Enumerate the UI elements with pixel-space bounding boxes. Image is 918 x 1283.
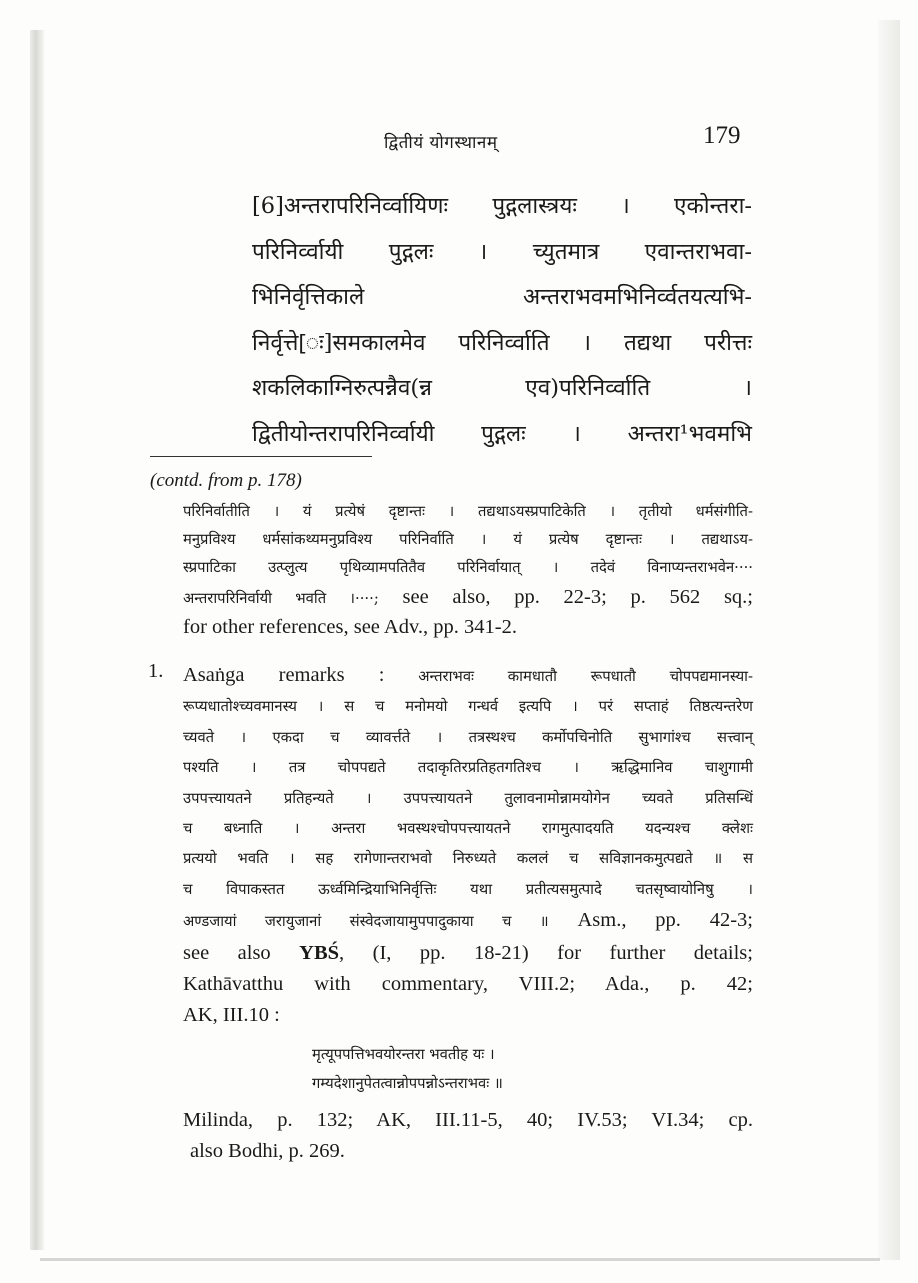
footnote-line: च बध्नाति । अन्तरा भवस्थश्चोपपत्त्यायतने रागमुत्पादयति यदन्यश्च क्लेशः [183, 820, 753, 838]
footnote-number: 1. [148, 660, 164, 682]
verse-line: गम्यदेशानुपेतत्वान्नोपपन्नोऽन्तराभवः ॥ [312, 1074, 503, 1092]
main-text-line: भिनिर्वृत्तिकाले अन्तराभवमभिनिर्व्वतयत्यभि- [252, 284, 752, 310]
footnote-line: for other references, see Adv., pp. 341-2. [183, 615, 517, 638]
continued-label: (contd. from p. 178) [150, 470, 302, 491]
footnote-line: परिनिर्वातीति । यं प्रत्येषं दृष्टान्तः । तद्यथाऽयस्प्रपाटिकेति । तृतीयो धर्मसंगीति- [183, 503, 753, 520]
reference-line: also Bodhi, p. 269. [190, 1140, 345, 1162]
main-text-line: निर्वृत्ते[ः]समकालमेव परिनिर्व्वाति । तद्यथा परीत्तः [252, 329, 752, 356]
footnote-line: प्रत्ययो भवति । सह रागेणान्तराभवो निरुध्यते कललं च सविज्ञानकमुत्पद्यते ॥ स [183, 850, 753, 868]
footnote-devanagari: अन्तरापरिनिर्वायी भवति ।····; [183, 589, 379, 607]
continued-footnote [183, 498, 753, 641]
scan-shadow-left [30, 30, 44, 1250]
footnote-line: AK, III.10 : [183, 1003, 280, 1026]
footnote-line [183, 905, 753, 937]
ybs-abbreviation: YBŚ [299, 941, 340, 964]
footnote-english: see also, pp. 22-3; p. 562 sq.; [378, 585, 753, 608]
footnote-line: Kathāvatthu with commentary, VIII.2; Ada., p. 42; [183, 972, 753, 995]
main-text-line: द्वितीयोन्तरापरिनिर्व्वायी पुद्गलः । अन्तरा¹भवमभि [252, 420, 752, 447]
verse-line: मृत्यूपपत्तिभवयोरन्तरा भवतीह यः । [312, 1046, 495, 1063]
verse-quotation [312, 1041, 503, 1098]
footnote-line: पश्यति । तत्र चोपपद्यते तदाकृतिरप्रतिहतगतिश्च । ऋद्धिमानिव चाशुगामी [183, 759, 753, 777]
footnote-rule [150, 456, 372, 457]
footnote-line: स्प्रपाटिका उत्प्लुत्य पृथिव्यामपतितैव परिनिर्वायात् । तदेवं विनाप्यन्तराभवेन···· [183, 559, 753, 577]
main-text-line: शकलिकाग्निरुत्पन्नैव(न्न एव)परिनिर्व्वाति । [252, 375, 752, 401]
footnote-intro: Asaṅga remarks : [183, 664, 385, 686]
running-head: द्वितीयं योगस्थानम् [384, 133, 498, 153]
closing-references [183, 1105, 753, 1167]
footnote-line [183, 938, 753, 969]
scan-shadow-right [878, 20, 900, 1260]
main-sanskrit-text [252, 184, 752, 457]
see-also-prefix: see also [183, 941, 300, 964]
footnote-line: च विपाकस्तत ऊर्ध्वमिन्द्रियाभिनिर्वृत्तिः यथा प्रतीत्यसमुत्पादे चतसृष्वायोनिषु । [183, 880, 753, 898]
main-text-line: परिनिर्व्वायी पुद्गलः । च्युतमात्र एवान्तराभवा- [252, 238, 752, 265]
page-number: 179 [703, 122, 741, 149]
footnote-devanagari: अण्डजायां जरायुजानां संस्वेदजायामुपपादुकाया च ॥ [183, 913, 549, 931]
footnote-line: उपपत्त्यायतने प्रतिहन्यते । उपपत्त्यायतने तुलावनामोन्नामयोगेन च्यवते प्रतिसन्धिं [183, 789, 753, 807]
footnote-devanagari: अन्तराभवः कामधातौ रूपधातौ चोपपद्यमानस्या- [384, 668, 754, 685]
footnote-line: रूप्यधातोश्च्यवमानस्य । स च मनोमयो गन्धर्व इत्यपि । परं सप्ताहं तिष्ठत्यन्तरेण [183, 698, 753, 716]
main-text-line: [6]अन्तरापरिनिर्व्वायिणः पुद्गलास्त्रयः । एकोन्तरा- [252, 193, 752, 219]
scan-edge-bottom [40, 1258, 880, 1261]
footnote-line: च्यवते । एकदा च व्यावर्त्तते । तत्रस्थश्च कर्मोपचिनोति सुभागांश्च सत्त्वान् [183, 728, 753, 746]
footnote-english: Asm., pp. 42-3; [548, 909, 754, 932]
reference-line: Milinda, p. 132; AK, III.11-5, 40; IV.53; VI.34; cp. [183, 1109, 753, 1131]
footnote-line [183, 583, 753, 613]
footnote-line [183, 660, 753, 692]
see-also-suffix: , (I, pp. 18-21) for further details; [339, 941, 753, 964]
footnote-1-body [183, 660, 753, 1031]
footnote-line: मनुप्रविश्य धर्मसांकथ्यमनुप्रविश्य परिनिर्वाति । यं प्रत्येष दृष्टान्तः । तद्यथाऽय- [183, 531, 753, 549]
